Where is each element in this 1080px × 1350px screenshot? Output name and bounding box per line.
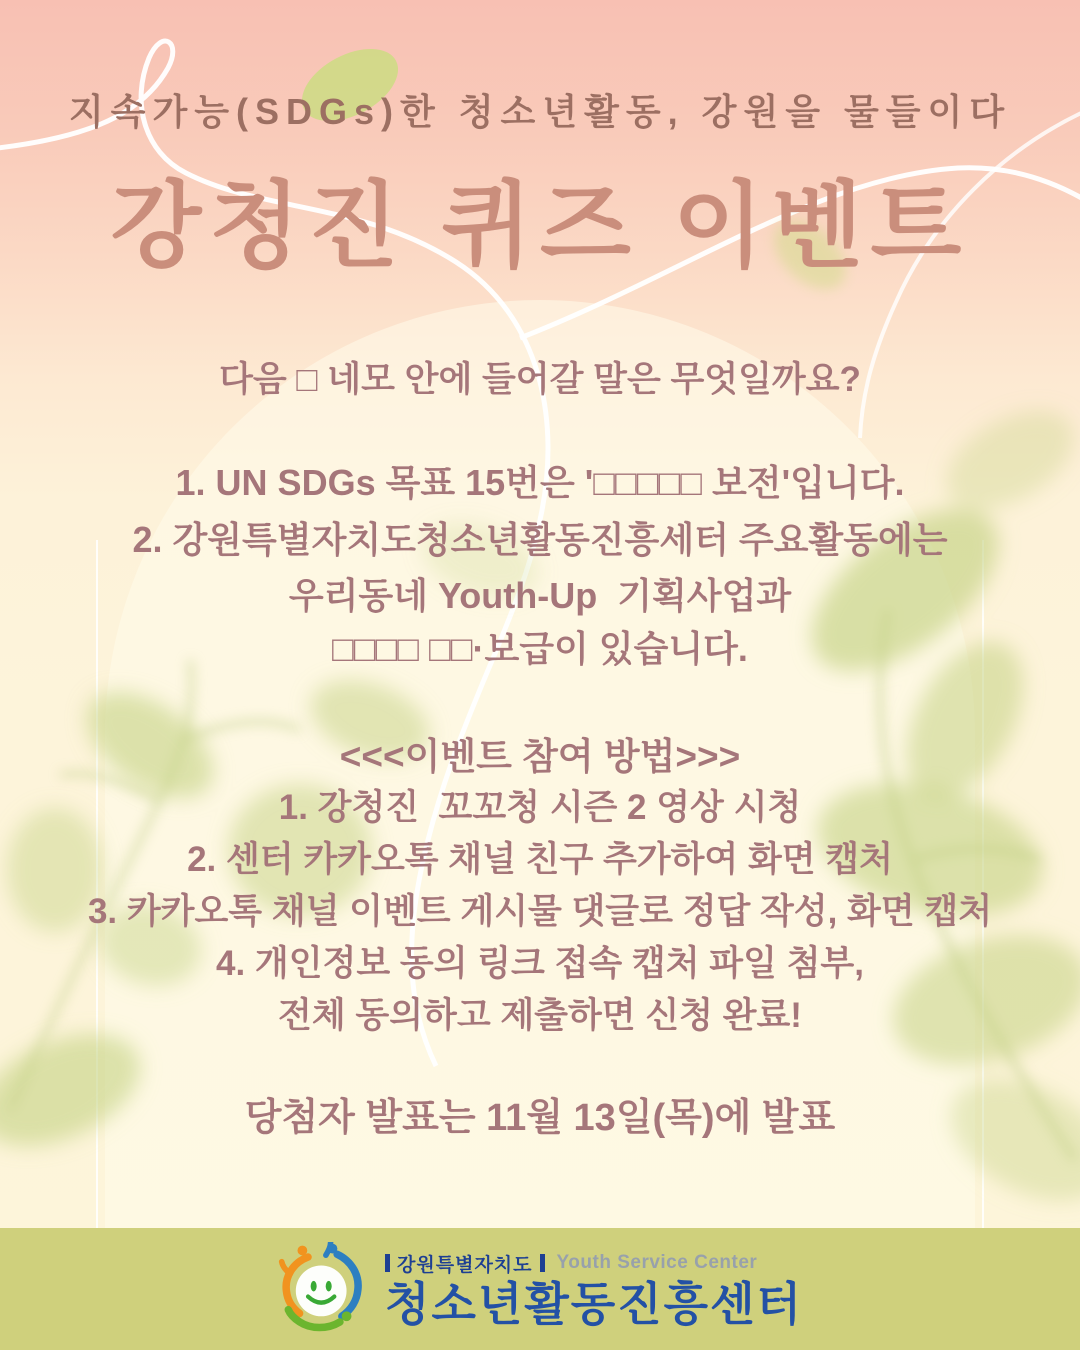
org-name-label: 청소년활동진흥센터 (385, 1277, 803, 1330)
quiz-item-2-cont2: □□□□ □□·보급이 있습니다. (332, 628, 748, 669)
participation-step-4-cont: 전체 동의하고 제출하면 신청 완료! (278, 996, 802, 1035)
participation-step-3: 3. 카카오톡 채널 이벤트 게시물 댓글로 정답 작성, 화면 캡처 (87, 892, 993, 931)
participation-step-4: 4. 개인정보 동의 링크 접속 캡처 파일 첨부, (216, 944, 864, 983)
participation-heading: <<<이벤트 참여 방법>>> (339, 736, 741, 777)
quiz-question: 다음 □ 네모 안에 들어갈 말은 무엇일까요? (219, 360, 861, 399)
footer-band (0, 1228, 1080, 1350)
quiz-item-1: 1. UN SDGs 목표 15번은 '□□□□□ 보전'입니다. (175, 462, 905, 503)
poster-title: 강청진 퀴즈 이벤트 (110, 173, 970, 278)
quiz-item-2: 2. 강원특별자치도청소년활동진흥세터 주요활동에는 (132, 519, 948, 560)
smiley-people-logo-icon (277, 1242, 371, 1336)
divider-bar-right (540, 1254, 545, 1272)
winner-announcement: 당첨자 발표는 11월 13일(목)에 발표 (244, 1097, 836, 1139)
participation-step-2: 2. 센터 카카오톡 채널 친구 추가하여 화면 캡처 (187, 840, 893, 879)
participation-step-1: 1. 강청진 꼬꼬청 시즌 2 영상 시청 (278, 788, 802, 827)
poster-subtitle: 지속가능(SDGs)한 청소년활동, 강원을 물들이다 (68, 91, 1012, 132)
footer-org-text (385, 1250, 803, 1328)
divider-bar-left (385, 1254, 390, 1272)
org-region-label: 강원특별자치도 (397, 1254, 533, 1276)
quiz-item-2-cont: 우리동네 Youth-Up 기획사업과 (288, 575, 792, 616)
org-english-label: Youth Service Center (556, 1252, 758, 1274)
